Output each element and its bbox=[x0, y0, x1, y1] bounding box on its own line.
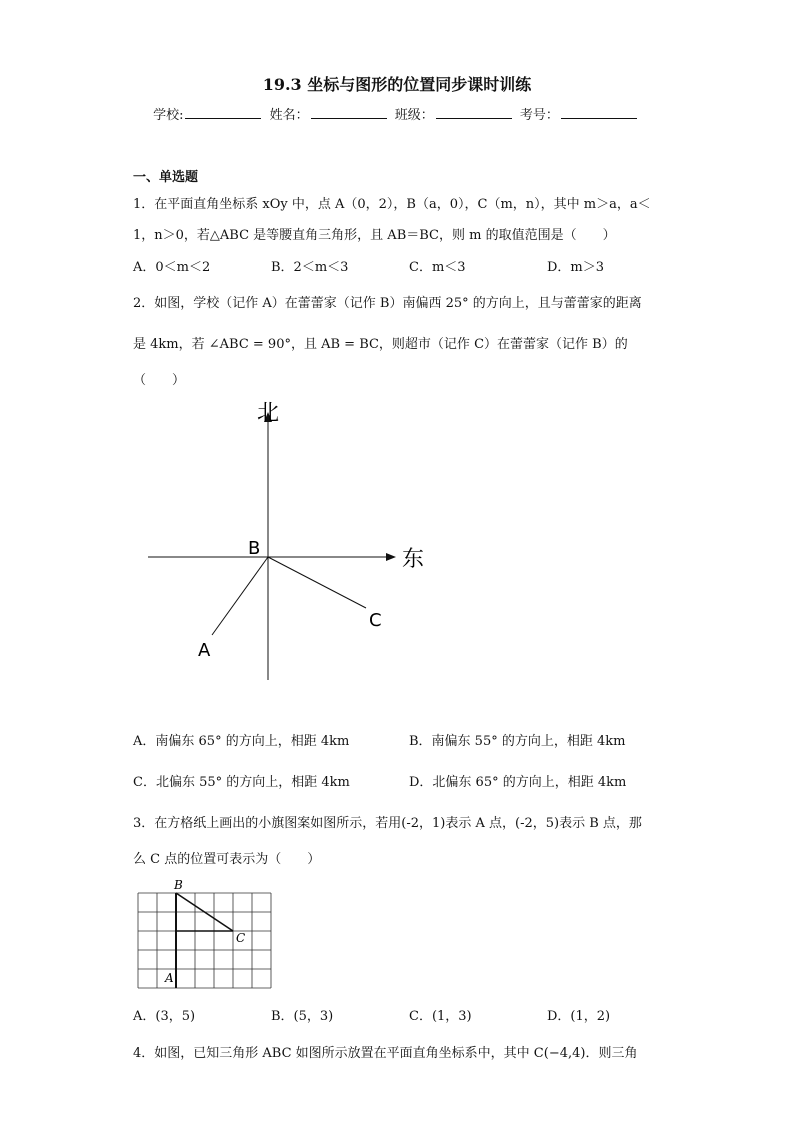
east-label: 东 bbox=[402, 547, 425, 572]
q2-option-b[interactable]: B．南偏东 55° 的方向上，相距 4km bbox=[409, 734, 626, 749]
q3-option-a[interactable]: A．(3，5) bbox=[133, 1009, 196, 1024]
q2-option-d[interactable]: D．北偏东 65° 的方向上，相距 4km bbox=[409, 775, 627, 790]
north-label: 北 bbox=[257, 401, 280, 426]
point-a-label: A bbox=[198, 640, 211, 661]
q1-option-b[interactable]: B．2＜m＜3 bbox=[271, 260, 349, 275]
q2-option-a[interactable]: A．南偏东 65° 的方向上，相距 4km bbox=[133, 734, 350, 749]
school-label: 学校: bbox=[153, 108, 184, 123]
point-c-label: C bbox=[369, 610, 382, 631]
grid-point-b-label: B bbox=[174, 878, 183, 892]
class-label: 班级： bbox=[394, 108, 434, 123]
q3-line2: 么 C 点的位置可表示为（ ） bbox=[133, 852, 321, 867]
page-title: 19.3 坐标与图形的位置同步课时训练 bbox=[262, 75, 532, 94]
number-label: 考号： bbox=[519, 108, 559, 123]
q2-line3: （ ） bbox=[133, 373, 186, 388]
name-blank[interactable] bbox=[311, 106, 387, 119]
q3-option-d[interactable]: D．(1，2) bbox=[547, 1009, 611, 1024]
student-info-line bbox=[0, 104, 794, 123]
q3-option-c[interactable]: C．(1，3) bbox=[409, 1009, 472, 1024]
q3-option-b[interactable]: B．(5，3) bbox=[271, 1009, 334, 1024]
segment-bc bbox=[268, 557, 366, 608]
number-blank[interactable] bbox=[561, 106, 637, 119]
point-b-label: B bbox=[248, 538, 261, 559]
q1-option-a[interactable]: A．0＜m＜2 bbox=[133, 260, 211, 275]
q2-option-c[interactable]: C．北偏东 55° 的方向上，相距 4km bbox=[133, 775, 350, 790]
school-blank[interactable] bbox=[185, 106, 261, 119]
grid-point-a-label: A bbox=[165, 971, 174, 985]
segment-ba bbox=[212, 557, 268, 635]
q1-option-c[interactable]: C．m＜3 bbox=[409, 260, 466, 275]
section-heading: 一、单选题 bbox=[133, 170, 199, 185]
q4-line1: 4．如图，已知三角形 ABC 如图所示放置在平面直角坐标系中，其中 C(−4,4)．则三角 bbox=[133, 1046, 638, 1061]
q2-line1: 2．如图，学校（记作 A）在蕾蕾家（记作 B）南偏西 25° 的方向上，且与蕾蕾家的距离 bbox=[133, 296, 642, 311]
q3-line1: 3．在方格纸上画出的小旗图案如图所示，若用(-2，1)表示 A 点，(-2，5)表示 B 点，那 bbox=[133, 816, 642, 831]
grid-point-c-label: C bbox=[236, 931, 246, 945]
name-label: 姓名： bbox=[269, 108, 309, 123]
q2-line2: 是 4km，若 ∠ABC = 90°，且 AB = BC，则超市（记作 C）在蕾蕾家（记作 B）的 bbox=[133, 337, 628, 352]
grid-lines bbox=[138, 893, 271, 988]
class-blank[interactable] bbox=[436, 106, 512, 119]
east-arrow-icon bbox=[386, 553, 396, 561]
grid-flag-figure bbox=[132, 876, 282, 994]
q1-line1: 1．在平面直角坐标系 xOy 中，点 A（0，2），B（a，0），C（m，n），其中 m＞a，a＜ bbox=[133, 197, 651, 212]
compass-figure bbox=[140, 390, 440, 680]
q1-line2: 1，n＞0，若△ABC 是等腰直角三角形，且 AB＝BC，则 m 的取值范围是（ ） bbox=[133, 228, 616, 243]
q1-option-d[interactable]: D．m＞3 bbox=[547, 260, 605, 275]
